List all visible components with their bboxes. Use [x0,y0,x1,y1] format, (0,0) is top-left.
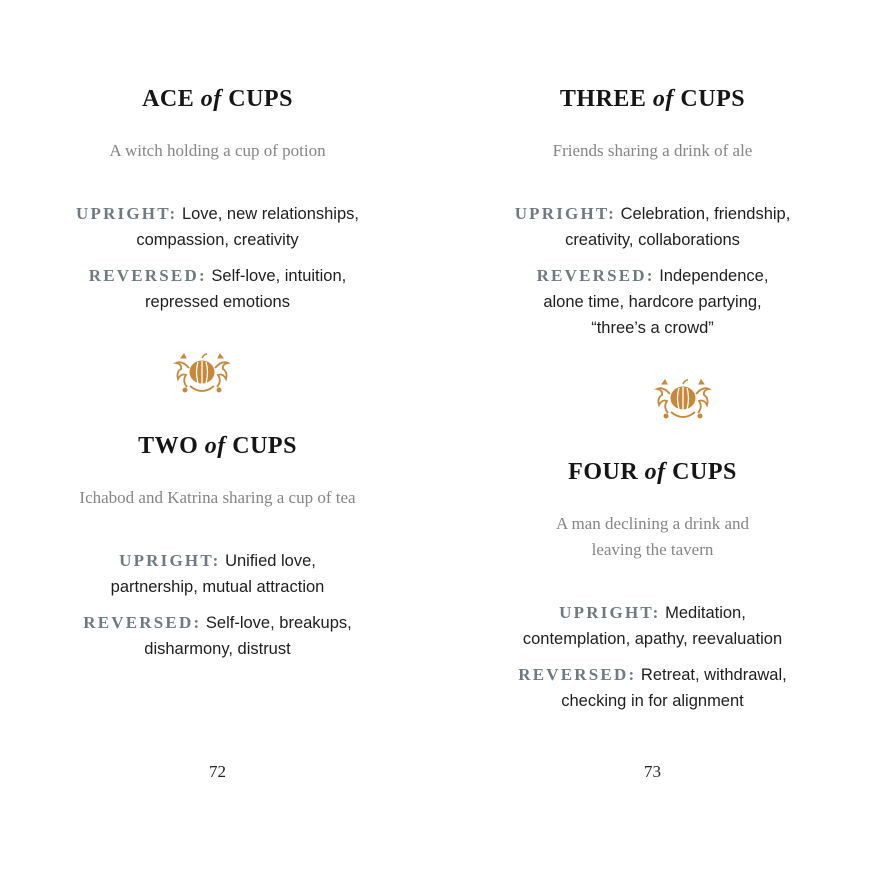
title-suit: CUPS [680,86,746,112]
upright-meaning [435,201,870,253]
title-rank: THREE [559,86,647,112]
reversed-meaning [0,263,435,315]
reversed-label: REVERSED: [518,665,637,684]
title-of: of [200,86,222,112]
card-description: Ichabod and Katrina sharing a cup of tea [79,488,356,507]
upright-meaning [0,548,435,600]
upright-text: compassion, creativity [136,231,299,249]
card-title [0,84,435,114]
card-title [435,457,870,487]
upright-meaning [435,600,870,652]
card-ace-of-cups [0,84,435,315]
reversed-meaning [0,610,435,662]
upright-label: UPRIGHT: [76,204,178,223]
right-page [435,0,870,870]
page-number: 72 [209,762,226,781]
card-description: Friends sharing a drink of ale [552,141,753,160]
reversed-label: REVERSED: [536,266,655,285]
reversed-label: REVERSED: [83,613,202,632]
upright-meaning [0,201,435,253]
title-of: of [204,433,226,459]
pumpkin-flourish-icon [653,378,713,422]
card-description [435,511,870,563]
title-of: of [644,459,666,485]
title-rank: ACE [142,86,195,112]
reversed-label: REVERSED: [88,266,207,285]
pumpkin-flourish-icon [172,352,232,396]
upright-text: Love, new relationships, [181,205,359,223]
reversed-text: “three’s a crowd” [591,319,714,337]
description-line: A man declining a drink and [555,514,750,533]
reversed-meaning [435,662,870,714]
upright-text: Unified love, [225,552,316,570]
reversed-text: repressed emotions [145,293,290,311]
card-title [0,431,435,461]
upright-text: Meditation, [665,604,746,622]
card-three-of-cups [435,84,870,341]
reversed-text: Self-love, intuition, [211,267,347,285]
upright-text: Celebration, friendship, [620,205,791,223]
reversed-text: alone time, hardcore partying, [543,293,762,311]
upright-text: partnership, mutual attraction [110,578,325,596]
reversed-text: disharmony, distrust [144,640,291,658]
card-two-of-cups [0,431,435,662]
reversed-text: Independence, [659,267,769,285]
reversed-text: Retreat, withdrawal, [640,666,787,684]
upright-text: creativity, collaborations [565,231,740,249]
card-description: A witch holding a cup of potion [109,141,326,160]
reversed-meaning [435,263,870,341]
title-rank: FOUR [568,459,639,485]
description-line: leaving the tavern [591,540,714,559]
upright-text: contemplation, apathy, reevaluation [522,630,783,648]
title-suit: CUPS [232,433,297,459]
upright-label: UPRIGHT: [559,603,661,622]
page-number: 73 [644,762,661,781]
title-suit: CUPS [228,86,293,112]
upright-label: UPRIGHT: [514,204,617,223]
title-of: of [652,86,674,112]
upright-label: UPRIGHT: [119,551,221,570]
title-suit: CUPS [672,459,737,485]
reversed-text: Self-love, breakups, [205,614,352,632]
card-four-of-cups [435,457,870,714]
reversed-text: checking in for alignment [561,692,744,710]
title-rank: TWO [138,433,199,459]
card-title [435,84,870,114]
